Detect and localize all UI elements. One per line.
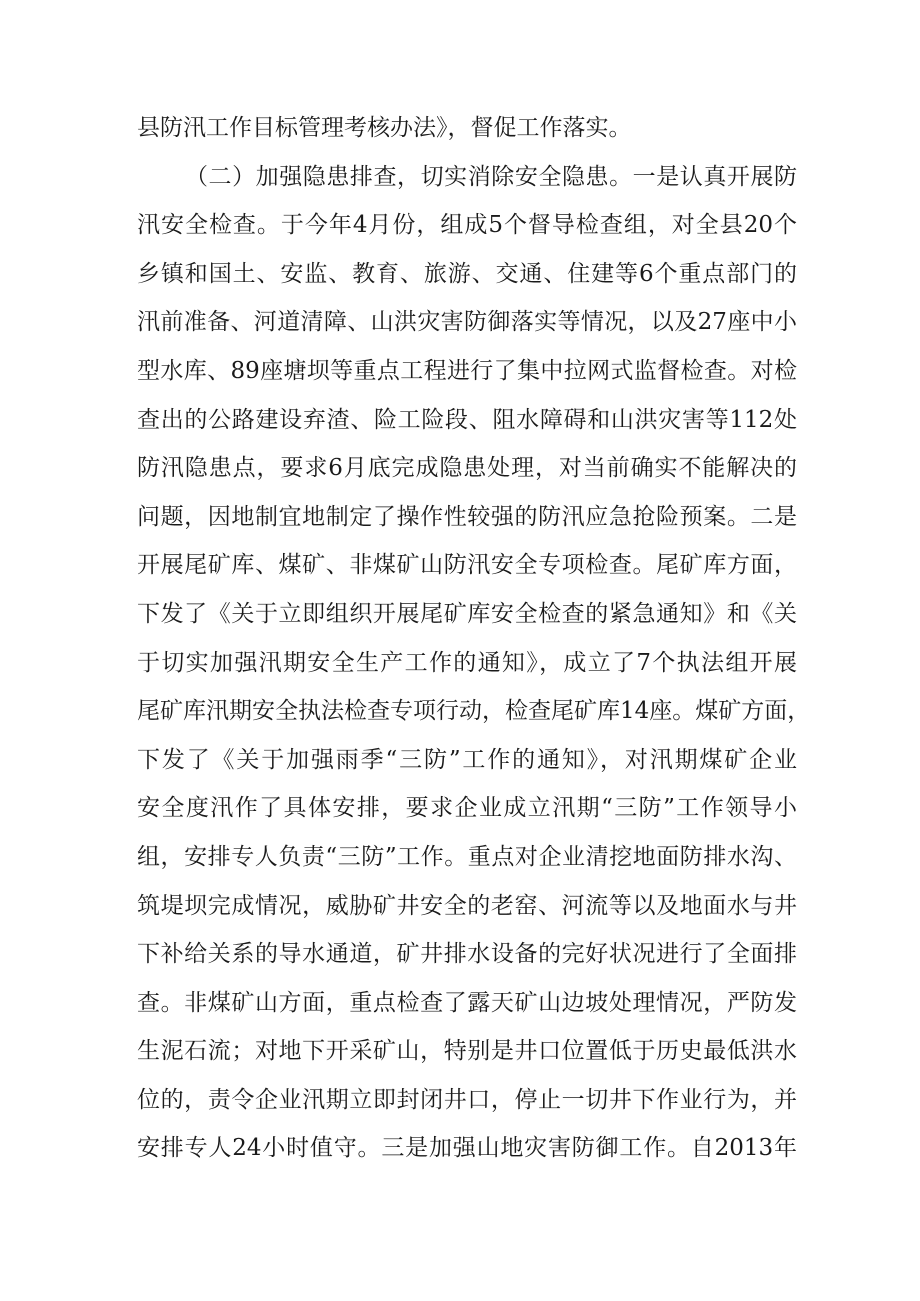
text-line: 下发了《关于加强雨季“三防”工作的通知》，对汛期煤矿企业 bbox=[137, 746, 797, 773]
paragraph-hazard-inspection bbox=[137, 153, 811, 1173]
text-line: 下补给关系的导水通道，矿井排水设备的完好状况进行了全面排 bbox=[137, 941, 797, 968]
text-line: 型水库、89座塘坝等重点工程进行了集中拉网式监督检查。对检 bbox=[137, 357, 797, 384]
text-line: 组，安排专人负责“三防”工作。重点对企业清挖地面防排水沟、 bbox=[137, 843, 797, 870]
text-line: 开展尾矿库、煤矿、非煤矿山防汛安全专项检查。尾矿库方面， bbox=[137, 552, 797, 579]
text-line: 查。非煤矿山方面，重点检查了露天矿山边坡处理情况，严防发 bbox=[137, 989, 797, 1016]
text-line: 安全度汛作了具体安排，要求企业成立汛期“三防”工作领导小 bbox=[137, 795, 797, 822]
text-line: 防汛隐患点，要求6月底完成隐患处理，对当前确实不能解决的 bbox=[137, 455, 797, 482]
text-line: 汛前准备、河道清障、山洪灾害防御落实等情况，以及27座中小 bbox=[137, 309, 797, 336]
text-line: 尾矿库汛期安全执法检查专项行动，检查尾矿库14座。煤矿方面， bbox=[137, 698, 811, 725]
text-line: 问题，因地制宜地制定了操作性较强的防汛应急抢险预案。二是 bbox=[137, 503, 797, 530]
document-page bbox=[137, 104, 811, 1173]
text-line: 查出的公路建设弃渣、险工险段、阻水障碍和山洪灾害等112处 bbox=[137, 406, 797, 433]
text-line: 筑堤坝完成情况，威胁矿井安全的老窑、河流等以及地面水与井 bbox=[137, 892, 797, 919]
text-line: 位的，责令企业汛期立即封闭井口，停止一切井下作业行为，并 bbox=[137, 1086, 797, 1113]
text-line: 于切实加强汛期安全生产工作的通知》，成立了7个执法组开展 bbox=[137, 649, 797, 676]
text-line: 乡镇和国土、安监、教育、旅游、交通、住建等6个重点部门的 bbox=[137, 260, 797, 287]
text-line: 下发了《关于立即组织开展尾矿库安全检查的紧急通知》和《关 bbox=[137, 600, 797, 627]
paragraph-closing-previous bbox=[137, 104, 797, 153]
text-line: 生泥石流；对地下开采矿山，特别是井口位置低于历史最低洪水 bbox=[137, 1038, 797, 1065]
section-heading-line: （二）加强隐患排查，切实消除安全隐患。一是认真开展防 bbox=[185, 163, 797, 190]
text-line: 县防汛工作目标管理考核办法》，督促工作落实。 bbox=[137, 115, 632, 141]
text-line: 汛安全检查。于今年4月份，组成5个督导检查组，对全县20个 bbox=[137, 212, 797, 239]
text-line: 安排专人24小时值守。三是加强山地灾害防御工作。自2013年 bbox=[137, 1135, 797, 1162]
